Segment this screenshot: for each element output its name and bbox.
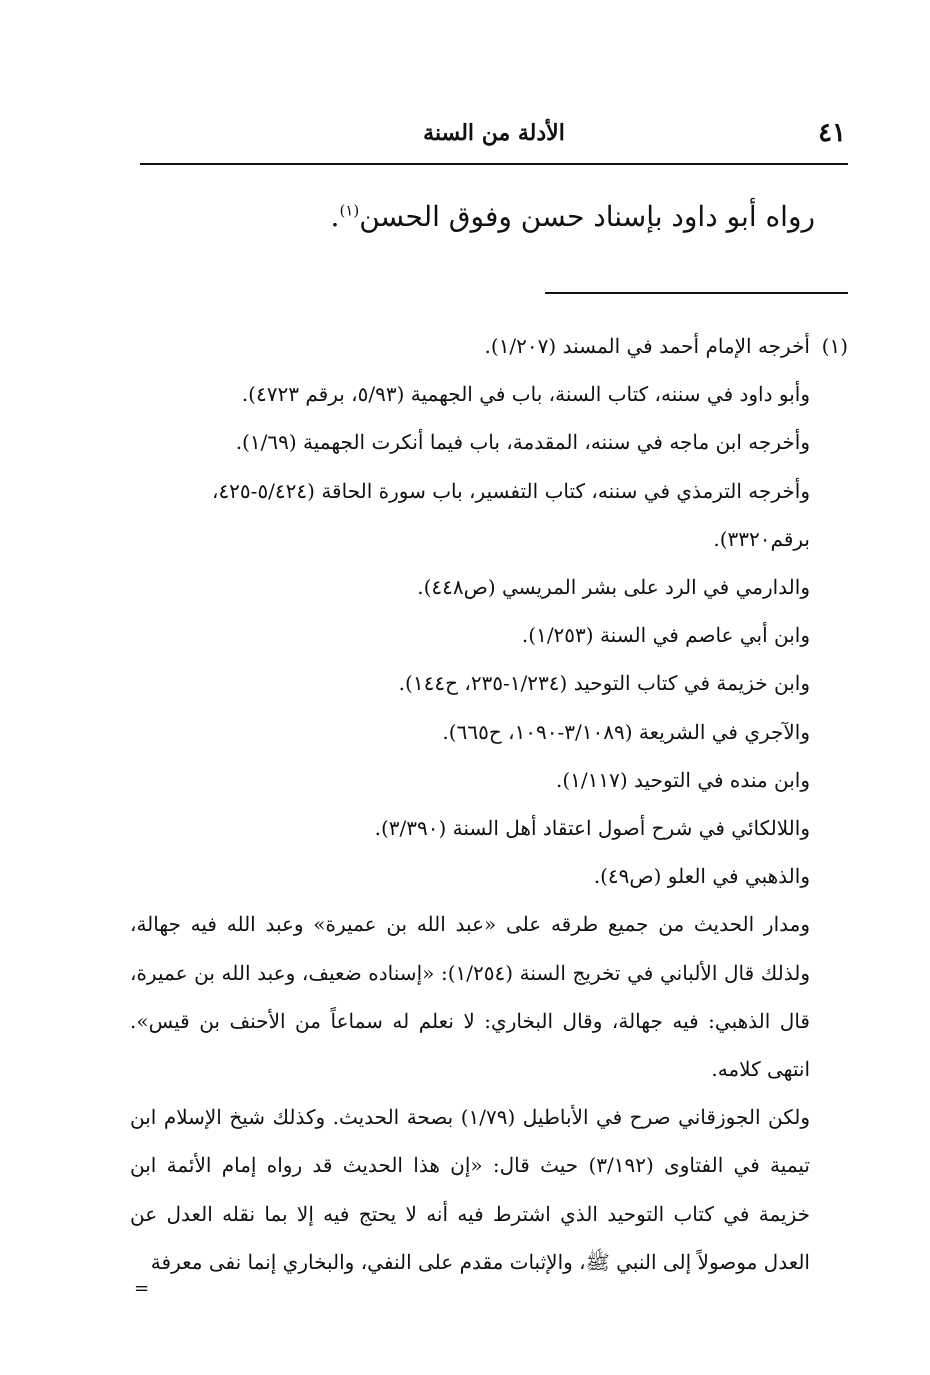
footnote-line: والآجري في الشريعة (٣/١٠٨٩-١٠٩٠، ح٦٦٥). [442, 719, 810, 744]
main-text [140, 200, 815, 233]
footnote-line: واللالكائي في شرح أصول اعتقاد أهل السنة (٣/٣٩٠). [374, 816, 810, 841]
page-header [140, 116, 848, 156]
footnote-line [130, 322, 848, 370]
footnote-paragraph: ومدار الحديث من جميع طرقه على «عبد الله بن عميرة» وعبد الله فيه جهالة، ولذلك قال الألباني في تخريج السنة (١/٢٥٤): «إسناده ضعيف، وعبد الله بن عميرة، قال الذهبي: فيه جهالة، وقال البخاري: لا نعلم له سماعاً من الأحنف بن قيس». انتهى كلامه. [130, 912, 810, 1082]
footnote-line: وابن منده في التوحيد (١/١١٧). [556, 767, 810, 792]
footnotes-section [130, 322, 848, 1286]
main-sentence: رواه أبو داود بإسناد حسن وفوق الحسن [359, 200, 815, 233]
footnote-line: وأبو داود في سننه، كتاب السنة، باب في الجهمية (٥/٩٣، برقم ٤٧٢٣). [241, 382, 810, 407]
page-number: ٤١ [818, 118, 846, 148]
footnote-line: برقم٣٣٢٠). [713, 526, 810, 551]
footnote-line: وابن أبي عاصم في السنة (١/٢٥٣). [521, 623, 810, 648]
footnote-separator [545, 292, 848, 294]
footnote-line: والدارمي في الرد على بشر المريسي (ص٤٤٨). [417, 575, 810, 600]
footnote-line: والذهبي في العلو (ص٤٩). [593, 864, 810, 889]
footnote-line: وابن خزيمة في كتاب التوحيد (١/٢٣٤-٢٣٥، ح١٤٤). [398, 671, 810, 696]
header-divider [140, 163, 848, 165]
continuation-mark: = [134, 1278, 150, 1299]
main-end-punctuation: . [330, 200, 340, 233]
footnote-reference[interactable]: (١) [339, 201, 360, 220]
footnote-line: وأخرجه الترمذي في سننه، كتاب التفسير، باب سورة الحاقة (٥/٤٢٤-٤٢٥، [211, 478, 810, 503]
running-title: الأدلة من السنة [423, 120, 565, 146]
footnote-line-text: أخرجه الإمام أحمد في المسند (١/٢٠٧). [484, 334, 810, 358]
footnote-marker: (١) [821, 334, 848, 358]
footnote-line: وأخرجه ابن ماجه في سننه، المقدمة، باب فيما أنكرت الجهمية (١/٦٩). [235, 430, 810, 455]
footnote-paragraph: ولكن الجوزقاني صرح في الأباطيل (١/٧٩) بصحة الحديث. وكذلك شيخ الإسلام ابن تيمية في الفتاوى (٣/١٩٢) حيث قال: «إن هذا الحديث قد رواه إمام الأئمة ابن خزيمة في كتاب التوحيد الذي اشترط فيه أنه لا يحتج فيه إلا بما نقله العدل عن العدل موصولاً إلى النبي ﷺ، والإثبات مقدم على النفي، والبخاري إنما نفى معرفة [130, 1105, 811, 1274]
